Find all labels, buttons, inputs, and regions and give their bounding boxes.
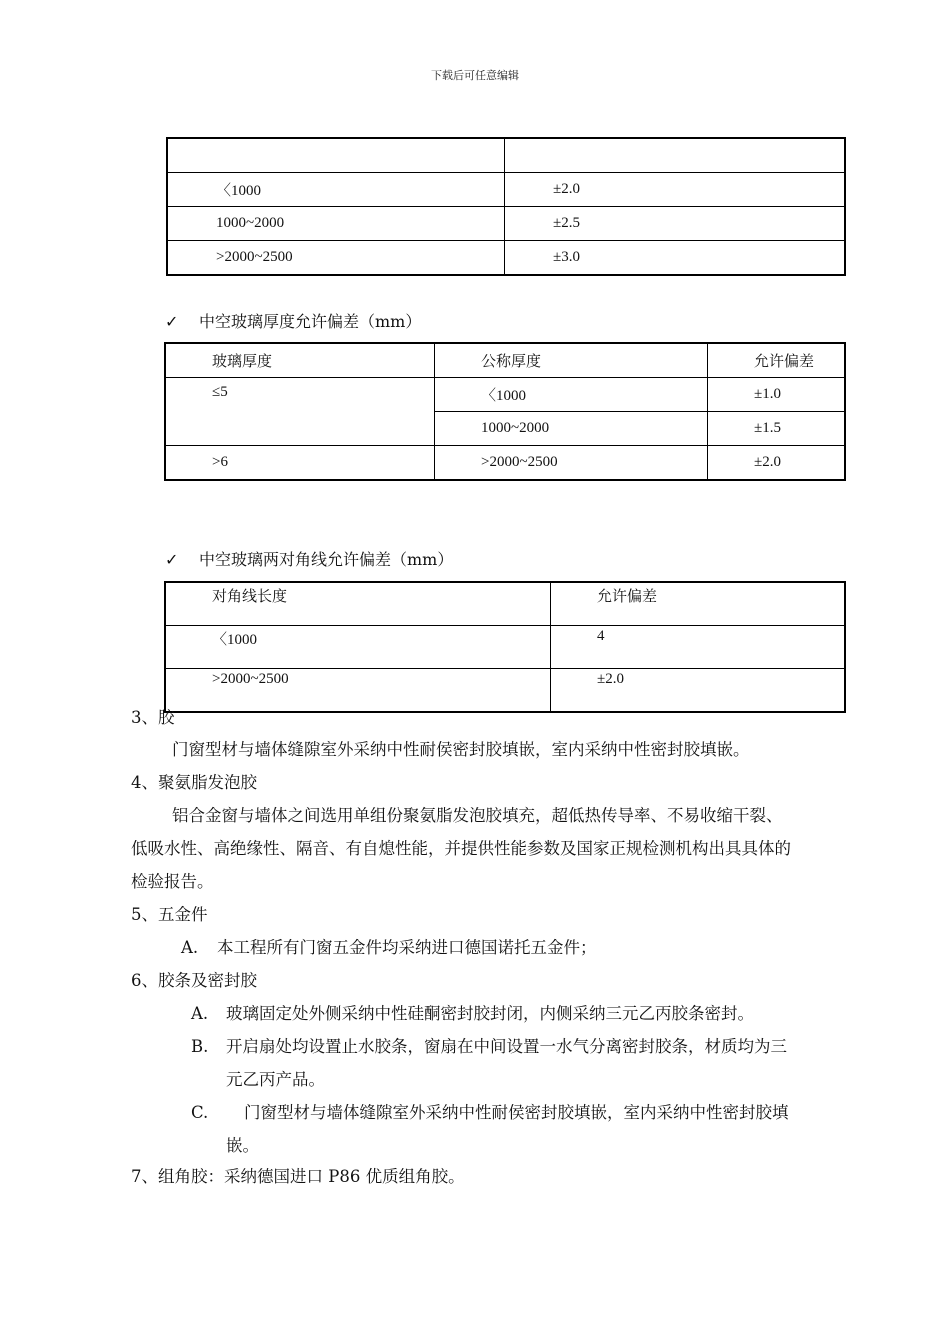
section-3-text: 门窗型材与墙体缝隙室外采纳中性耐侯密封胶填嵌，室内采纳中性密封胶填嵌。 (172, 740, 750, 759)
section-5-a-text: 本工程所有门窗五金件均采纳进口德国诺托五金件； (217, 938, 597, 957)
thickness-title: 中空玻璃厚度允许偏差（mm） (199, 312, 422, 331)
section-6-a-text: 玻璃固定处外侧采纳中性硅酮密封胶封闭，内侧采纳三元乙丙胶条密封。 (226, 1004, 754, 1023)
table-cell (505, 138, 846, 173)
table-row (165, 626, 845, 669)
section-6-a-label: A. (191, 1004, 209, 1023)
table-cell: ±3.0 (505, 241, 846, 276)
header-cell: 允许偏差 (708, 343, 846, 378)
table-cell (167, 138, 505, 173)
table-row (165, 446, 845, 481)
table-header-row (165, 343, 845, 378)
section-4-text-line-1: 铝合金窗与墙体之间选用单组份聚氨脂发泡胶填充，超低热传导率、不易收缩干裂、 (172, 806, 783, 825)
thickness-heading (165, 309, 421, 332)
table-cell: ±2.0 (551, 669, 846, 713)
thickness-deviation-table (164, 342, 846, 481)
table-header-row (165, 582, 845, 626)
table-cell: 1000~2000 (435, 412, 708, 446)
checkmark-icon: ✓ (165, 312, 179, 331)
diagonal-heading (165, 547, 453, 570)
table-cell: >2000~2500 (167, 241, 505, 276)
section-4-text-line-3: 检验报告。 (131, 872, 214, 891)
header-cell: 对角线长度 (165, 582, 551, 626)
section-5-a-label: A. (181, 938, 199, 957)
section-6-c-text-line-2: 嵌。 (226, 1136, 259, 1155)
section-6-b-text-line-2: 元乙丙产品。 (226, 1070, 325, 1089)
table-cell: >2000~2500 (435, 446, 708, 481)
table-row (167, 207, 845, 241)
table-row (167, 241, 845, 276)
section-6-c-label: C. (191, 1103, 209, 1122)
table-cell: ±2.0 (505, 173, 846, 207)
page-header: 下载后可任意编辑 (431, 69, 519, 82)
section-6-c-text-line-1: 门窗型材与墙体缝隙室外采纳中性耐侯密封胶填嵌，室内采纳中性密封胶填 (244, 1103, 789, 1122)
table-row (165, 669, 845, 713)
table-cell: 4 (551, 626, 846, 669)
table-cell: >2000~2500 (165, 669, 551, 713)
header-cell: 玻璃厚度 (165, 343, 435, 378)
table-row (167, 138, 845, 173)
diagonal-deviation-table (164, 581, 846, 713)
table-cell: ±1.5 (708, 412, 846, 446)
section-7-text: 7、组角胶：采纳德国进口 P86 优质组角胶。 (131, 1167, 465, 1186)
section-3-title: 3、胶 (131, 708, 175, 727)
table-cell: ±1.0 (708, 378, 846, 412)
table-cell: ±2.5 (505, 207, 846, 241)
section-6-title: 6、胶条及密封胶 (131, 971, 257, 990)
table-cell: ±2.0 (708, 446, 846, 481)
section-4-title: 4、聚氨脂发泡胶 (131, 773, 257, 792)
table-cell: ≤5 (165, 378, 435, 446)
table-cell: 〈1000 (167, 173, 505, 207)
checkmark-icon: ✓ (165, 550, 179, 569)
section-4-text-line-2: 低吸水性、高绝缘性、隔音、有自熄性能，并提供性能参数及国家正规检测机构出具具体的 (131, 839, 791, 858)
header-cell: 公称厚度 (435, 343, 708, 378)
size-deviation-table (166, 137, 846, 276)
header-cell: 允许偏差 (551, 582, 846, 626)
section-6-b-text-line-1: 开启扇处均设置止水胶条，窗扇在中间设置一水气分离密封胶条，材质均为三 (226, 1037, 787, 1056)
table-row (165, 378, 845, 412)
table-row (167, 173, 845, 207)
table-cell: 1000~2000 (167, 207, 505, 241)
table-cell: 〈1000 (165, 626, 551, 669)
diagonal-title: 中空玻璃两对角线允许偏差（mm） (199, 550, 454, 569)
section-5-title: 5、五金件 (131, 905, 208, 924)
table-cell: >6 (165, 446, 435, 481)
table-cell: 〈1000 (435, 378, 708, 412)
section-6-b-label: B. (191, 1037, 209, 1056)
